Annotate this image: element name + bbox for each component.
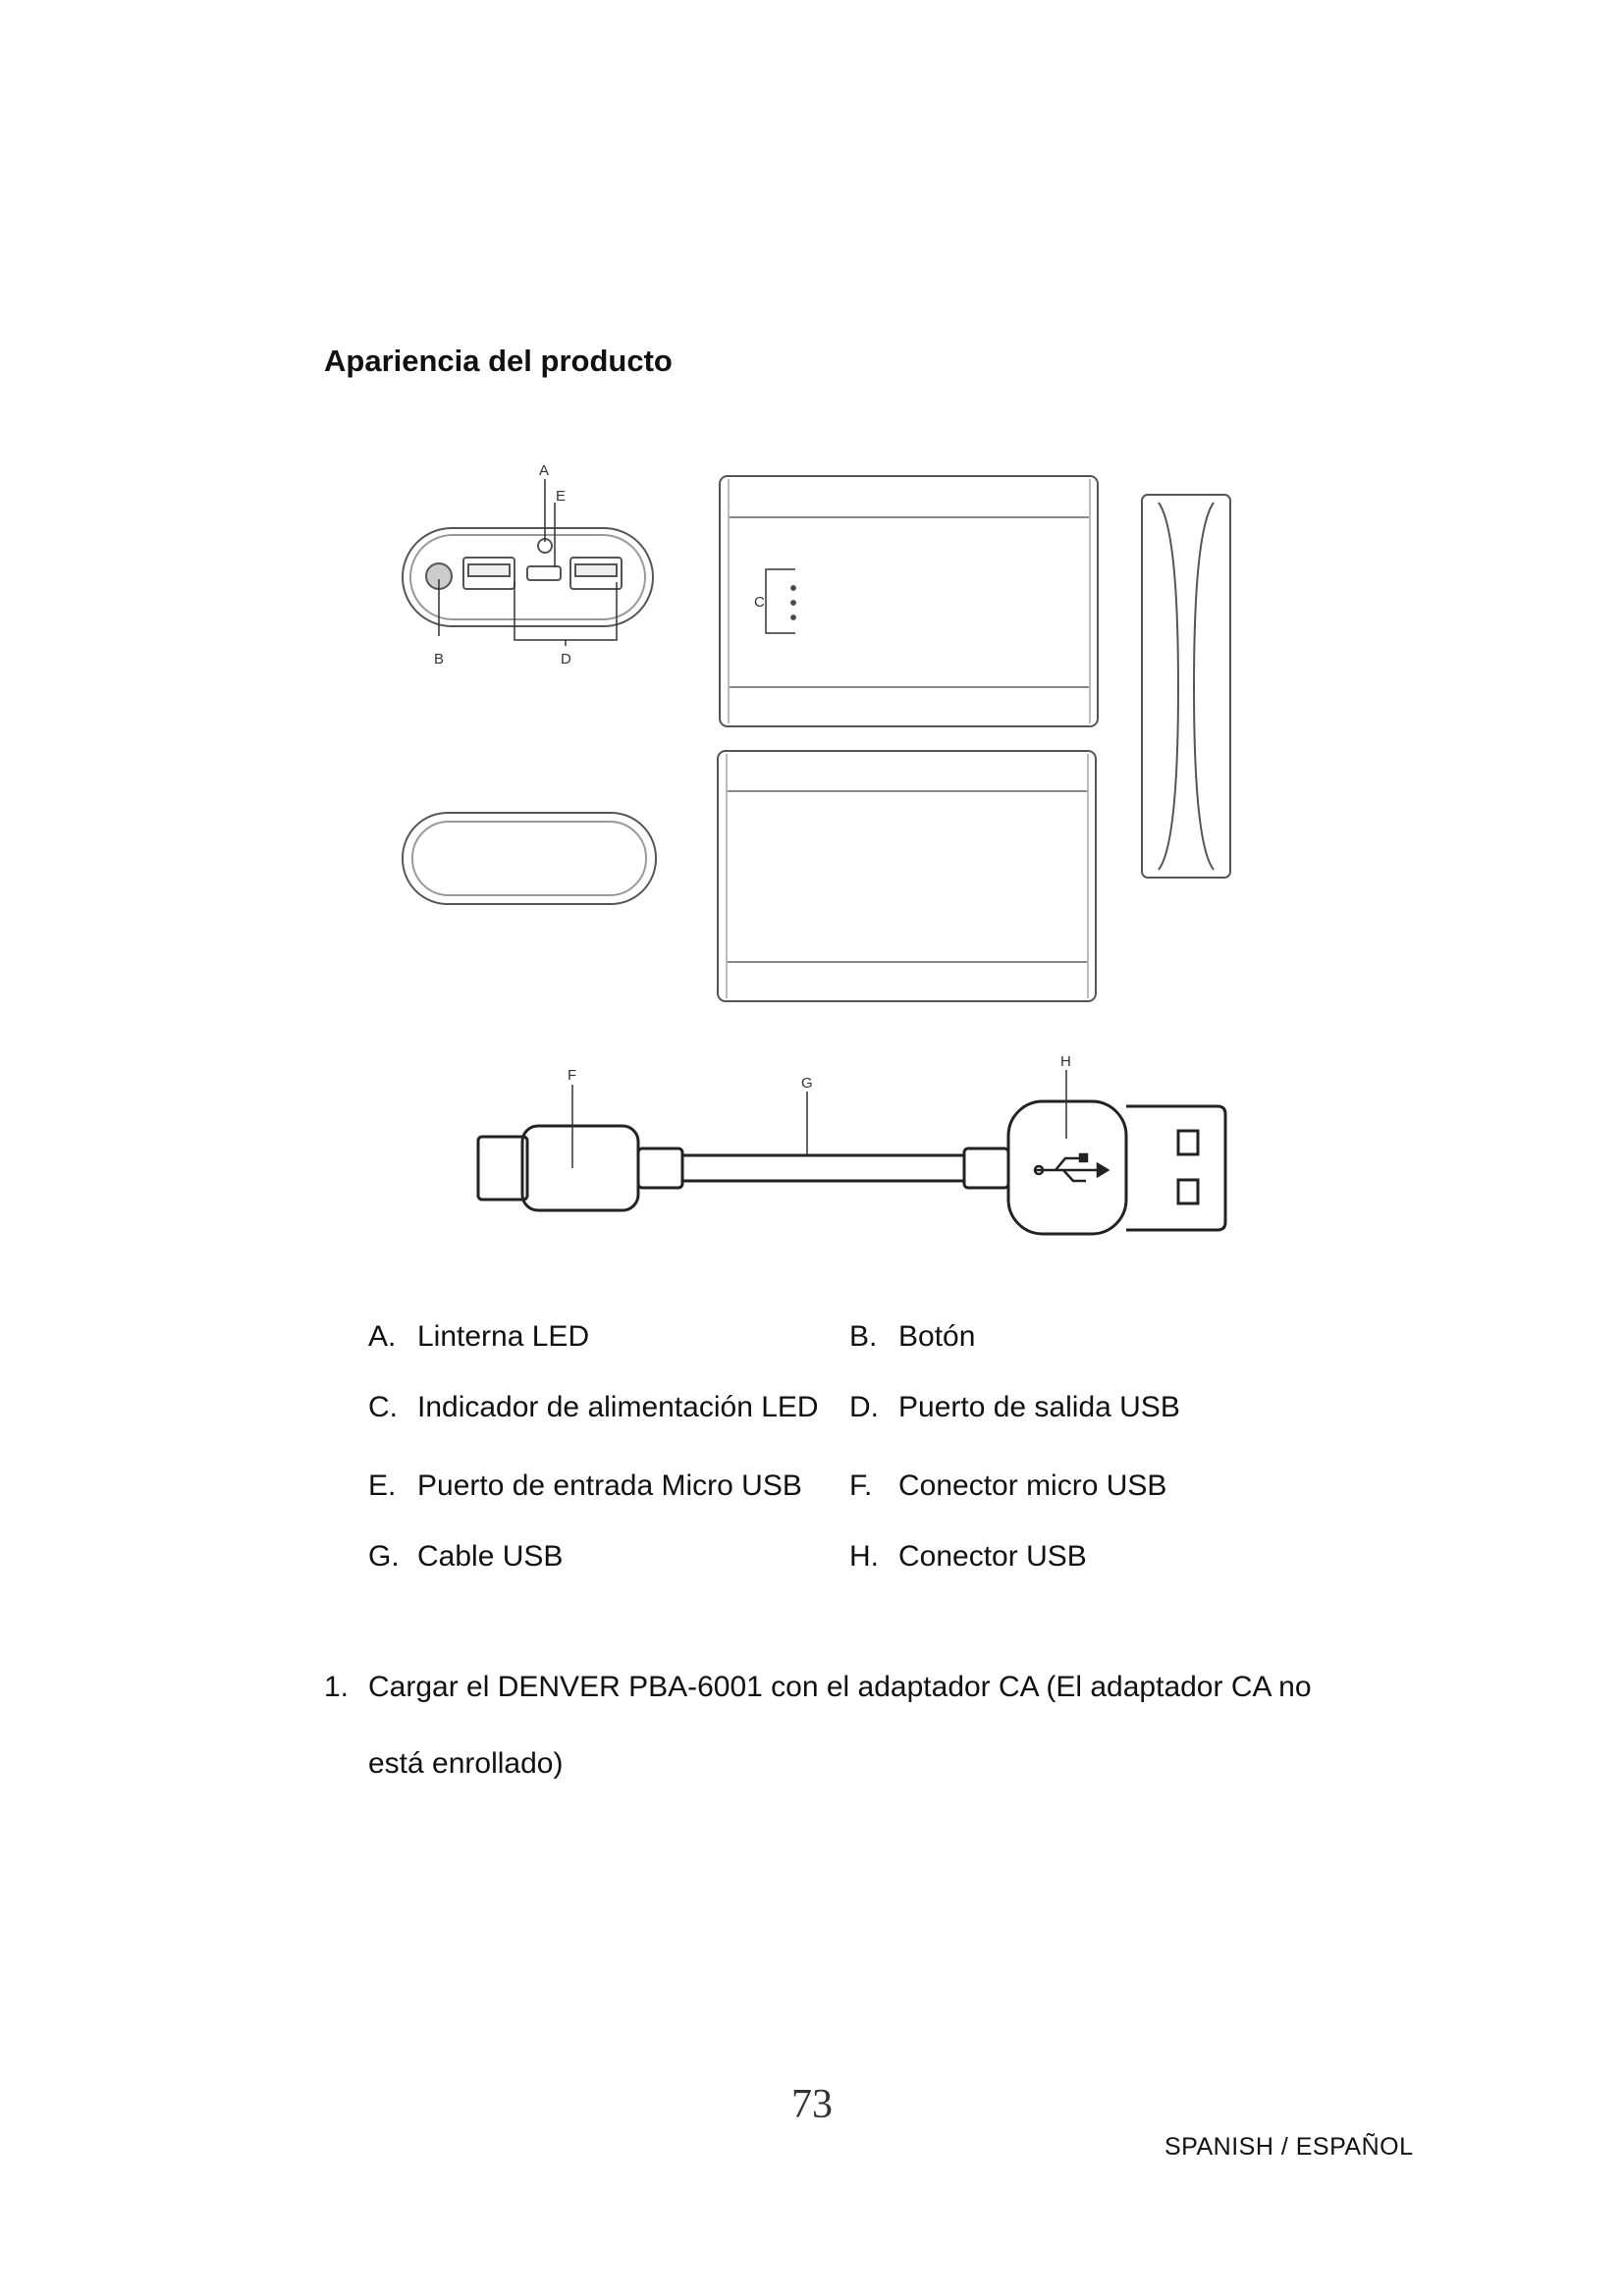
part-item bbox=[368, 1391, 819, 1424]
power-indicator-icon bbox=[791, 586, 795, 590]
part-item bbox=[368, 1320, 589, 1354]
part-text: Linterna LED bbox=[417, 1320, 590, 1353]
part-item bbox=[849, 1540, 1087, 1574]
part-item bbox=[368, 1469, 802, 1503]
page-number: 73 bbox=[791, 2082, 833, 2127]
step-number: 1. bbox=[324, 1671, 350, 1703]
parts-row bbox=[368, 1320, 1350, 1360]
usb-connector-body bbox=[1008, 1101, 1126, 1234]
part-letter: B. bbox=[849, 1320, 878, 1353]
label-b: B bbox=[434, 651, 445, 667]
part-item bbox=[849, 1469, 1166, 1503]
part-item bbox=[849, 1391, 1180, 1424]
parts-row bbox=[368, 1391, 1350, 1430]
part-text: Conector USB bbox=[898, 1540, 1087, 1573]
part-letter: E. bbox=[368, 1469, 397, 1502]
section-heading: Apariencia del producto bbox=[324, 344, 673, 378]
part-letter: F. bbox=[849, 1469, 873, 1502]
part-text: Indicador de alimentación LED bbox=[417, 1391, 819, 1423]
micro-usb-input-port bbox=[527, 566, 561, 580]
part-text: Botón bbox=[898, 1320, 976, 1353]
part-text: Conector micro USB bbox=[898, 1469, 1167, 1502]
parts-row bbox=[368, 1540, 1350, 1579]
step-text: Cargar el DENVER PBA-6001 con el adaptador CA (El adaptador CA no está enrollado) bbox=[368, 1671, 1312, 1780]
label-e: E bbox=[556, 488, 567, 505]
part-letter: C. bbox=[368, 1391, 398, 1423]
label-h: H bbox=[1060, 1053, 1071, 1070]
label-a: A bbox=[539, 462, 550, 479]
power-bank-front-view bbox=[720, 476, 1098, 726]
label-f: F bbox=[568, 1067, 577, 1084]
part-letter: H. bbox=[849, 1540, 879, 1573]
part-item bbox=[368, 1540, 563, 1574]
footer-language: SPANISH / ESPAÑOL bbox=[1164, 2133, 1414, 2161]
power-bank-end-view bbox=[403, 479, 653, 646]
micro-usb-connector-tip bbox=[478, 1137, 527, 1200]
micro-usb-connector-body bbox=[522, 1126, 638, 1210]
usb-cable-drawing bbox=[478, 1070, 1225, 1234]
power-bank-bottom-view bbox=[403, 813, 656, 904]
part-letter: G. bbox=[368, 1540, 400, 1573]
part-text: Puerto de entrada Micro USB bbox=[417, 1469, 802, 1502]
label-g: G bbox=[801, 1075, 813, 1092]
part-text: Puerto de salida USB bbox=[898, 1391, 1180, 1423]
label-c: C bbox=[754, 594, 765, 611]
parts-row bbox=[368, 1469, 1350, 1509]
part-letter: D. bbox=[849, 1391, 879, 1423]
part-text: Cable USB bbox=[417, 1540, 564, 1573]
label-d: D bbox=[561, 651, 571, 667]
part-item bbox=[849, 1320, 975, 1354]
power-bank-side-view bbox=[1142, 495, 1230, 878]
usb-logo-icon bbox=[1035, 1154, 1108, 1181]
power-bank-back-view bbox=[718, 751, 1096, 1001]
part-letter: A. bbox=[368, 1320, 397, 1353]
